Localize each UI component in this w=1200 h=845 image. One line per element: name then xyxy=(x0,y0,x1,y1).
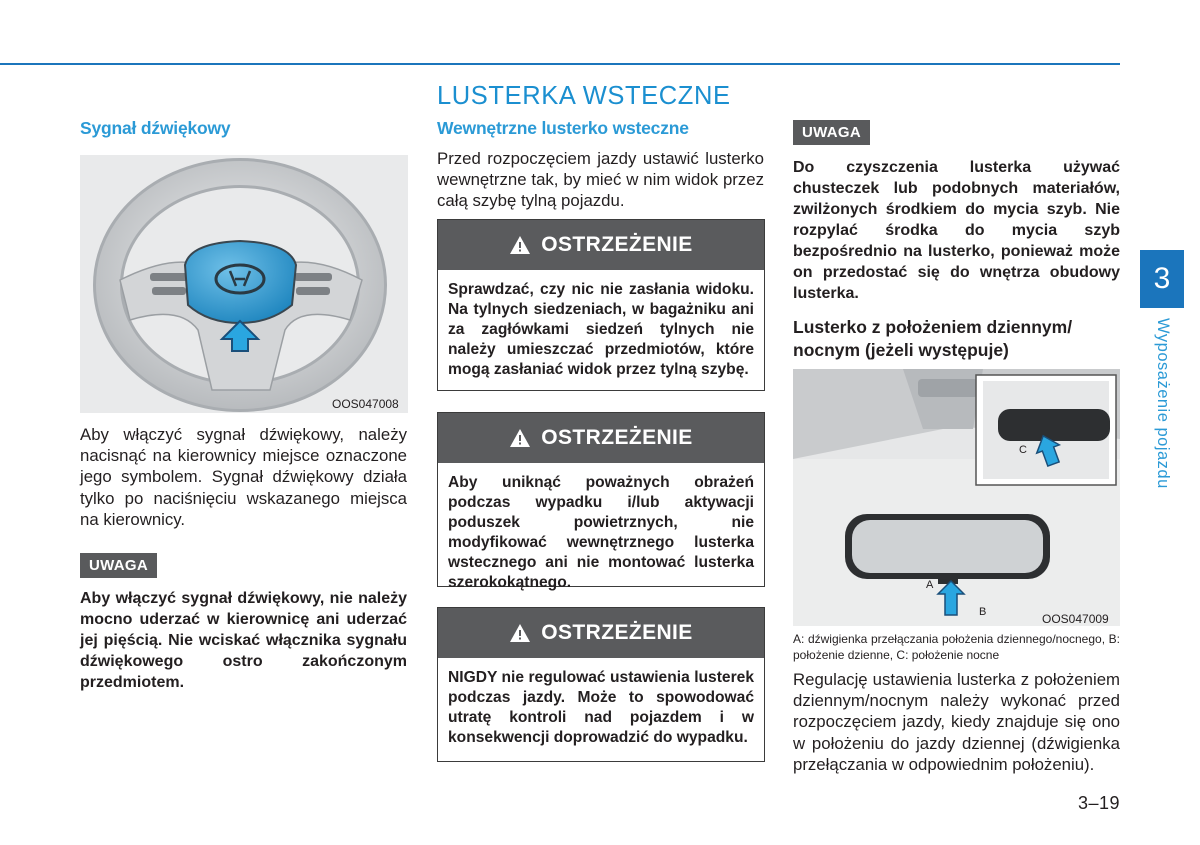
section-title: LUSTERKA WSTECZNE xyxy=(437,82,731,110)
steering-wheel-illustration xyxy=(80,155,408,413)
rearview-mirror-figure xyxy=(793,369,1120,626)
figure-label-a: A xyxy=(926,579,934,591)
notice-text-left: Aby włączyć sygnał dźwiękowy, nie należy mocno uderzać w kierownicę ani uderzać jej pięścią. Nie wciskać włącznika sygnału dźwiękowego ostro zakończonym przedmiotem. xyxy=(80,590,407,691)
warning-text: NIGDY nie regulować ustawienia lusterek podczas jazdy. Może to spowodować utratę kontroli nad pojazdem i w konsekwencji doprowadzić do wypadku. xyxy=(448,669,754,746)
chapter-tab: 3 xyxy=(1140,250,1184,308)
warning-box-1 xyxy=(437,219,765,391)
steering-wheel-figure xyxy=(80,155,408,413)
mirror-caption: A: dźwigienka przełączania położenia dziennego/nocnego, B: położenie dzienne, C: położenie nocne xyxy=(793,632,1120,662)
warning-box-2 xyxy=(437,412,765,591)
page-number: 3–19 xyxy=(1078,793,1121,813)
notice-badge-left: UWAGA xyxy=(80,553,157,578)
warning-text: Sprawdzać, czy nic nie zasłania widoku. Na tylnych siedzeniach, w bagażniku ani za zagłówkami siedzeń tylnych nie należy umieszczać przedmiotów, które mogą zasłaniać widok przez tylną szybę. xyxy=(448,281,754,378)
interior-mirror-paragraph: Przed rozpoczęciem jazdy ustawić lusterko wewnętrzne tak, by mieć w nim widok przez całą szybę tylną pojazdu. xyxy=(437,149,764,211)
chapter-label-text: Wyposażenie pojazdu xyxy=(1154,318,1172,489)
day-night-mirror-heading: Lusterko z położeniem dziennym/ nocnym (jeżeli występuje) xyxy=(793,317,1073,360)
figure-label-c: C xyxy=(1019,444,1027,456)
figure-code-mirror: OOS047009 xyxy=(1042,612,1109,626)
warning-header xyxy=(438,608,764,658)
warning-title: OSTRZEŻENIE xyxy=(541,426,693,449)
notice-text-right: Do czyszczenia lusterka używać chusteczek lub podobnych materiałów, zwilżonych środkiem do mycia szyb. Nie rozpylać środka do mycia szyb bezpośrednio na lusterko, ponieważ może on przedostać się do wnętrza obudowy lusterka. xyxy=(793,159,1120,302)
warning-text: Aby uniknąć poważnych obrażeń podczas wypadku i/lub aktywacji poduszek powietrznych, nie modyfikować wewnętrznego lusterka wstecznego ani nie montować lusterka szerokokątnego. xyxy=(448,474,754,591)
figure-label-b: B xyxy=(979,606,987,618)
day-night-paragraph: Regulację ustawienia lusterka z położeniem dziennym/nocnym należy wykonać przed rozpoczęciem jazdy, kiedy znajduje się ono w położeniu do jazdy dziennej (dźwigienka przełączania w odpowiednim położeniu). xyxy=(793,670,1120,774)
warning-title: OSTRZEŻENIE xyxy=(541,233,693,256)
horn-heading: Sygnał dźwiękowy xyxy=(80,118,231,138)
rearview-mirror-illustration xyxy=(793,369,1120,626)
warning-header xyxy=(438,413,764,463)
warning-box-3 xyxy=(437,607,765,762)
interior-mirror-heading: Wewnętrzne lusterko wsteczne xyxy=(437,118,689,138)
warning-title: OSTRZEŻENIE xyxy=(541,621,693,644)
figure-code-horn: OOS047008 xyxy=(332,397,399,411)
chapter-side-label xyxy=(1153,318,1175,518)
warning-triangle-icon xyxy=(509,428,531,448)
notice-badge-right: UWAGA xyxy=(793,120,870,145)
horn-paragraph: Aby włączyć sygnał dźwiękowy, należy nacisnąć na kierownicy miejsce oznaczone jego symbolem. Sygnał dźwiękowy działa tylko po naciśnięciu wskazanego miejsca na kierownicy. xyxy=(80,425,407,529)
warning-triangle-icon xyxy=(509,623,531,643)
top-rule xyxy=(0,63,1120,65)
warning-header xyxy=(438,220,764,270)
warning-triangle-icon xyxy=(509,235,531,255)
